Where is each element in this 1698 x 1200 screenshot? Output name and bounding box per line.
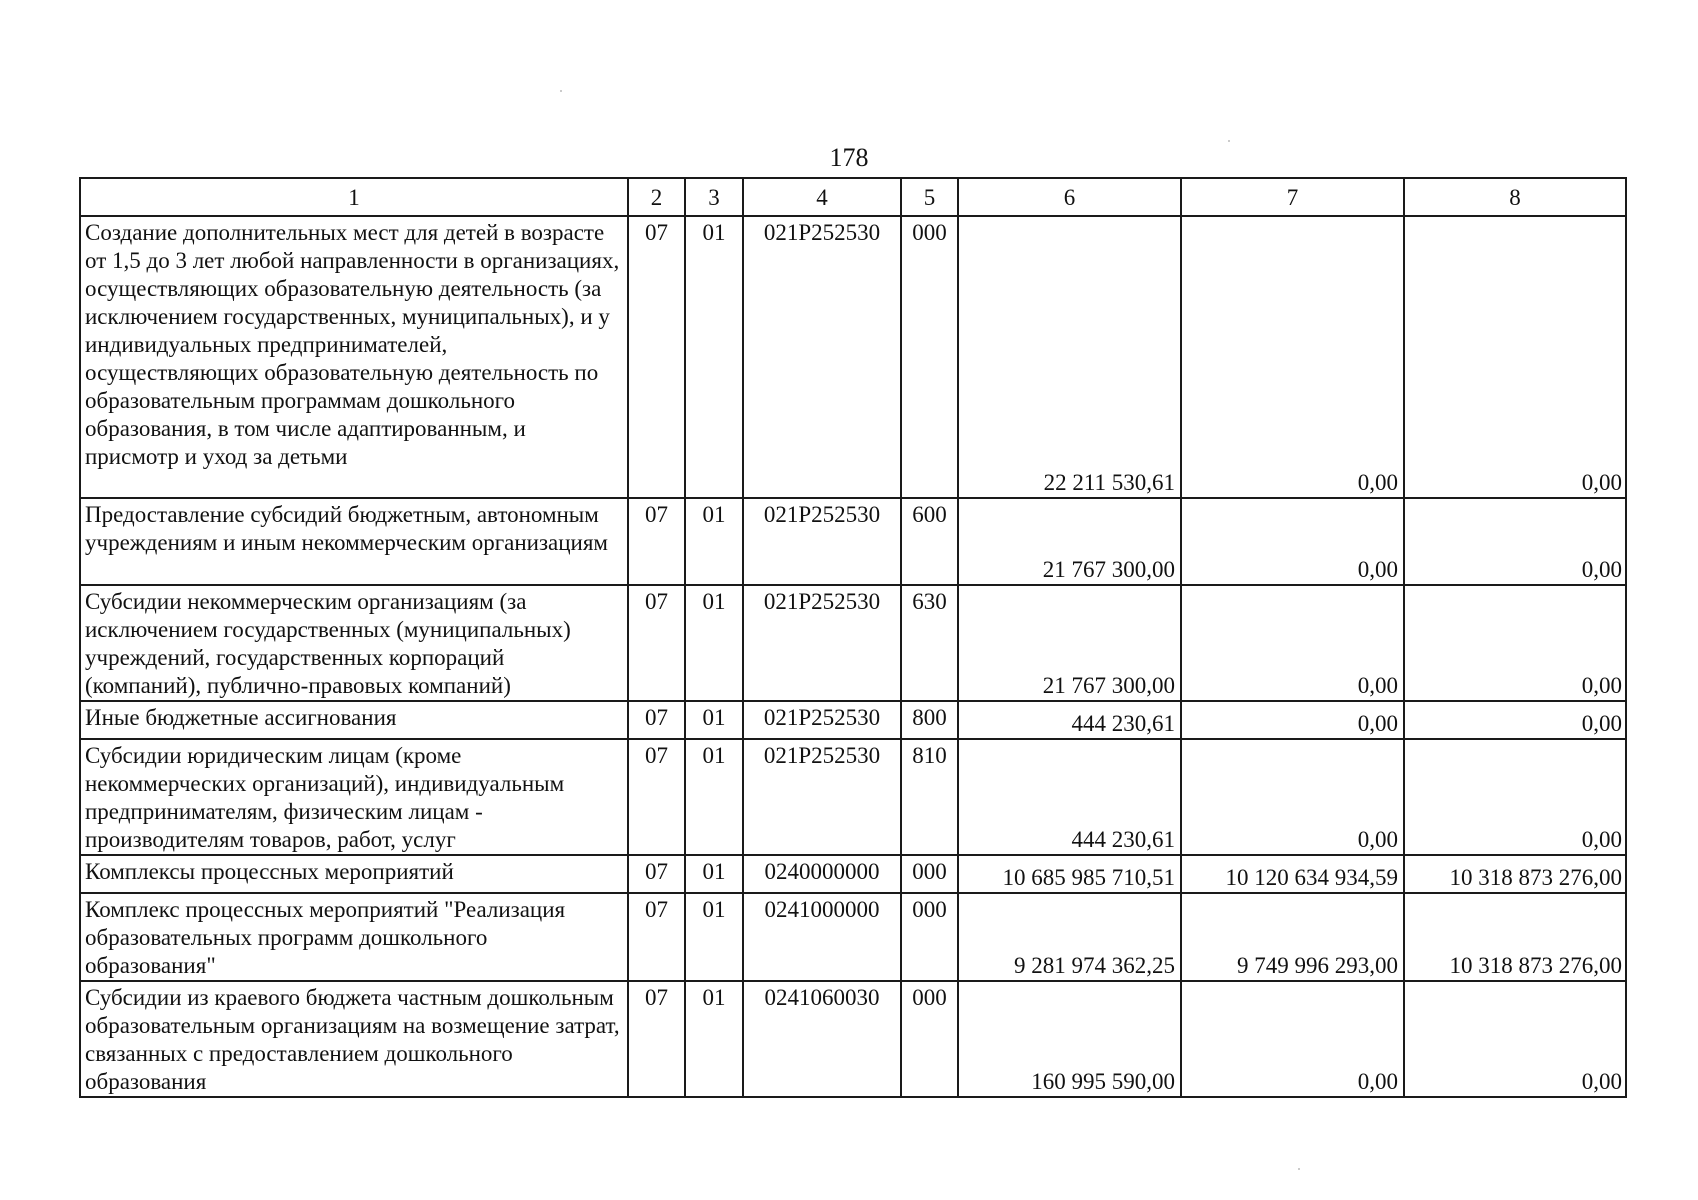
row-expense-type-code: 000: [901, 981, 958, 1097]
row-amount-col6: 444 230,61: [958, 739, 1181, 855]
row-amount-col7: 0,00: [1181, 739, 1404, 855]
row-section-code: 07: [628, 585, 685, 701]
row-name: Предоставление субсидий бюджетным, автономным учреждениям и иным некоммерческим организациям: [80, 498, 628, 585]
row-amount-col7: 0,00: [1181, 701, 1404, 739]
budget-table: [79, 177, 1627, 1098]
row-expense-type-code: 000: [901, 216, 958, 498]
row-expense-type-code: 000: [901, 855, 958, 893]
table-row: [80, 498, 1626, 585]
row-name: Комплекс процессных мероприятий "Реализация образовательных программ дошкольного образования": [80, 893, 628, 981]
row-expense-type-code: 630: [901, 585, 958, 701]
row-section-code: 07: [628, 498, 685, 585]
row-section-code: 07: [628, 893, 685, 981]
row-expense-type-code: 810: [901, 739, 958, 855]
scan-speck: [1228, 140, 1230, 142]
row-amount-col8: 10 318 873 276,00: [1404, 893, 1626, 981]
row-target-article-code: 0241000000: [743, 893, 901, 981]
row-target-article-code: 021P252530: [743, 585, 901, 701]
row-name: Субсидии некоммерческим организациям (за исключением государственных (муниципальных) учреждений, государственных корпораций (компаний), публично-правовых компаний): [80, 585, 628, 701]
table-row: [80, 893, 1626, 981]
row-name: Субсидии из краевого бюджета частным дошкольным образовательным организациям на возмещение затрат, связанных с предоставлением дошкольного образования: [80, 981, 628, 1097]
table-header-row: [80, 178, 1626, 216]
row-subsection-code: 01: [685, 739, 743, 855]
row-subsection-code: 01: [685, 701, 743, 739]
row-target-article-code: 0240000000: [743, 855, 901, 893]
table-row: [80, 585, 1626, 701]
table-row: [80, 701, 1626, 739]
page-number: 178: [829, 143, 869, 172]
row-amount-col6: 9 281 974 362,25: [958, 893, 1181, 981]
row-name: Комплексы процессных мероприятий: [80, 855, 628, 893]
row-section-code: 07: [628, 216, 685, 498]
column-number-3: 3: [685, 178, 743, 216]
row-subsection-code: 01: [685, 855, 743, 893]
row-amount-col8: 0,00: [1404, 585, 1626, 701]
row-subsection-code: 01: [685, 585, 743, 701]
row-name: Иные бюджетные ассигнования: [80, 701, 628, 739]
row-target-article-code: 0241060030: [743, 981, 901, 1097]
row-target-article-code: 021P252530: [743, 701, 901, 739]
scan-speck: [560, 90, 562, 92]
row-target-article-code: 021P252530: [743, 498, 901, 585]
scan-speck: [1298, 1168, 1300, 1170]
row-subsection-code: 01: [685, 498, 743, 585]
row-amount-col6: 21 767 300,00: [958, 585, 1181, 701]
row-amount-col8: 0,00: [1404, 739, 1626, 855]
table-row: [80, 216, 1626, 498]
column-number-7: 7: [1181, 178, 1404, 216]
row-section-code: 07: [628, 981, 685, 1097]
row-amount-col8: 10 318 873 276,00: [1404, 855, 1626, 893]
row-amount-col7: 0,00: [1181, 981, 1404, 1097]
column-number-1: 1: [80, 178, 628, 216]
row-subsection-code: 01: [685, 893, 743, 981]
row-amount-col7: 0,00: [1181, 585, 1404, 701]
column-number-6: 6: [958, 178, 1181, 216]
row-subsection-code: 01: [685, 216, 743, 498]
row-section-code: 07: [628, 739, 685, 855]
row-amount-col7: 0,00: [1181, 498, 1404, 585]
row-amount-col6: 160 995 590,00: [958, 981, 1181, 1097]
row-amount-col8: 0,00: [1404, 701, 1626, 739]
column-number-8: 8: [1404, 178, 1626, 216]
column-number-5: 5: [901, 178, 958, 216]
row-name: Создание дополнительных мест для детей в возрасте от 1,5 до 3 лет любой направленности в организациях, осуществляющих образовательную деятельность (за исключением государственных, муниципальных), и у индивидуальных предпринимателей, осуществляющих образовательную деятельность по образовательным программам дошкольного образования, в том числе адаптированным, и присмотр и уход за детьми: [80, 216, 628, 498]
column-number-2: 2: [628, 178, 685, 216]
row-amount-col6: 444 230,61: [958, 701, 1181, 739]
table-row: [80, 855, 1626, 893]
row-amount-col8: 0,00: [1404, 216, 1626, 498]
row-expense-type-code: 000: [901, 893, 958, 981]
row-amount-col6: 21 767 300,00: [958, 498, 1181, 585]
row-section-code: 07: [628, 855, 685, 893]
row-name: Субсидии юридическим лицам (кроме некоммерческих организаций), индивидуальным предпринимателям, физическим лицам - производителям товаров, работ, услуг: [80, 739, 628, 855]
row-amount-col7: 9 749 996 293,00: [1181, 893, 1404, 981]
row-expense-type-code: 800: [901, 701, 958, 739]
row-section-code: 07: [628, 701, 685, 739]
row-target-article-code: 021P252530: [743, 216, 901, 498]
row-amount-col8: 0,00: [1404, 981, 1626, 1097]
row-amount-col7: 10 120 634 934,59: [1181, 855, 1404, 893]
row-amount-col6: 22 211 530,61: [958, 216, 1181, 498]
row-subsection-code: 01: [685, 981, 743, 1097]
row-expense-type-code: 600: [901, 498, 958, 585]
row-amount-col8: 0,00: [1404, 498, 1626, 585]
row-target-article-code: 021P252530: [743, 739, 901, 855]
row-amount-col7: 0,00: [1181, 216, 1404, 498]
row-amount-col6: 10 685 985 710,51: [958, 855, 1181, 893]
table-row: [80, 739, 1626, 855]
column-number-4: 4: [743, 178, 901, 216]
table-row: [80, 981, 1626, 1097]
